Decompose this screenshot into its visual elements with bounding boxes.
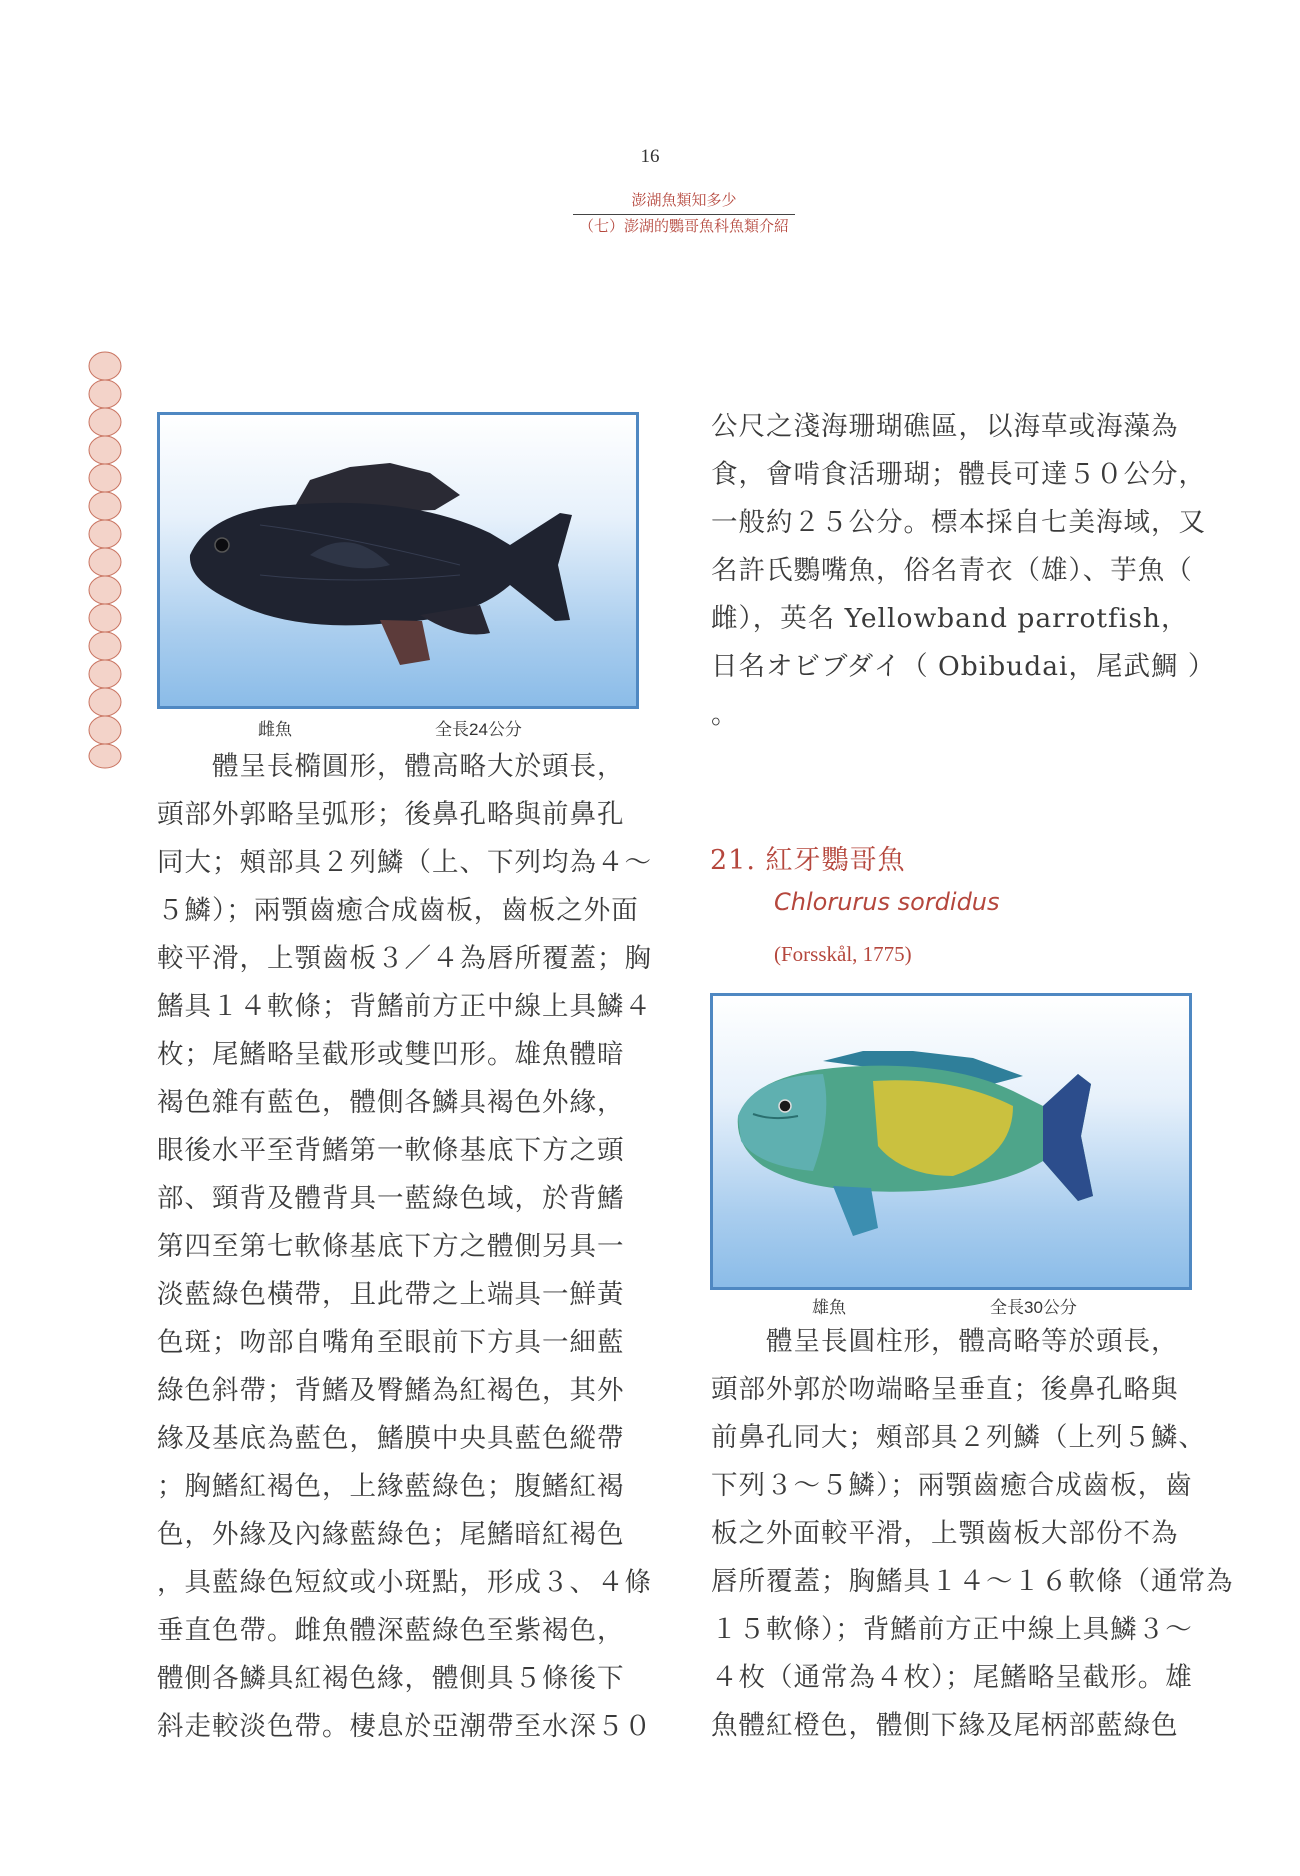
header-divider: [573, 214, 795, 215]
species-author: (Forsskål, 1775): [774, 942, 912, 966]
fish-illustration: [160, 415, 636, 706]
figure2-caption-length: 全長30公分: [990, 1298, 1077, 1317]
text-line: 日名オビブダイ（ Obibudai，尾武鯛 ）: [711, 651, 1216, 682]
text-line: 頭部外郭於吻端略呈垂直；後鼻孔略與: [711, 1374, 1179, 1405]
figure1-caption-sex: 雌魚: [258, 720, 292, 739]
text-line: 雌），英名 Yellowband parrotfish，: [711, 603, 1189, 634]
text-line: 淡藍綠色橫帶，且此帶之上端具一鮮黃: [157, 1279, 625, 1310]
figure1-caption-length: 全長24公分: [435, 720, 522, 739]
text-line: 板之外面較平滑，上顎齒板大部份不為: [711, 1518, 1179, 1549]
text-line: 綠色斜帶；背鰭及臀鰭為紅褐色，其外: [157, 1375, 625, 1406]
text-line: 第四至第七軟條基底下方之體側另具一: [157, 1231, 625, 1262]
fish-photo-male: [710, 993, 1192, 1290]
text-line: 部、頸背及體背具一藍綠色域，於背鰭: [157, 1183, 625, 1214]
figure2-caption-sex: 雄魚: [812, 1298, 846, 1317]
text-line: ５鱗）；兩顎齒癒合成齒板，齒板之外面: [157, 895, 639, 926]
text-line: 體呈長圓柱形，體高略等於頭長，: [711, 1326, 1179, 1357]
text-line: 一般約２５公分。標本採自七美海域，又: [711, 507, 1206, 538]
text-line: 同大；頰部具２列鱗（上、下列均為４～: [157, 847, 652, 878]
text-line: 體側各鱗具紅褐色緣，體側具５條後下: [157, 1663, 625, 1694]
text-line: 下列３～５鱗）；兩顎齒癒合成齒板，齒: [711, 1470, 1193, 1501]
text-line: １５軟條）；背鰭前方正中線上具鱗３～: [711, 1614, 1193, 1645]
text-line: 。: [711, 699, 739, 730]
fish-illustration: [713, 996, 1189, 1287]
text-line: 枚；尾鰭略呈截形或雙凹形。雄魚體暗: [157, 1039, 625, 1070]
text-line: 名許氏鸚嘴魚，俗名青衣（雄）、芋魚（: [711, 555, 1193, 586]
species-heading: 21. 紅牙鸚哥魚: [710, 845, 906, 876]
text-line: ４枚（通常為４枚）；尾鰭略呈截形。雄: [711, 1662, 1193, 1693]
text-line: ，具藍綠色短紋或小斑點，形成３、４條: [157, 1567, 652, 1598]
right-column-bottom-text: [711, 1318, 1234, 1750]
page-number: 16: [640, 146, 660, 167]
text-line: 色，外緣及內緣藍綠色；尾鰭暗紅褐色: [157, 1519, 625, 1550]
left-column-text: [157, 743, 652, 1751]
text-line: 鰭具１４軟條；背鰭前方正中線上具鱗４: [157, 991, 652, 1022]
text-line: 食，會啃食活珊瑚；體長可達５０公分，: [711, 459, 1206, 490]
text-line: 頭部外郭略呈弧形；後鼻孔略與前鼻孔: [157, 799, 625, 830]
text-line: 魚體紅橙色，體側下緣及尾柄部藍綠色: [711, 1710, 1179, 1741]
text-line: 體呈長橢圓形，體高略大於頭長，: [157, 751, 625, 782]
text-line: 眼後水平至背鰭第一軟條基底下方之頭: [157, 1135, 625, 1166]
text-line: 唇所覆蓋；胸鰭具１４～１６軟條（通常為: [711, 1566, 1234, 1597]
running-header: [573, 190, 795, 238]
text-line: 緣及基底為藍色，鰭膜中央具藍色縱帶: [157, 1423, 625, 1454]
text-line: ；胸鰭紅褐色，上緣藍綠色；腹鰭紅褐: [157, 1471, 625, 1502]
text-line: 較平滑，上顎齒板３／４為唇所覆蓋；胸: [157, 943, 652, 974]
decorative-scale-strip: [84, 350, 126, 770]
header-subtitle: （七）澎湖的鸚哥魚科魚類介紹: [578, 218, 789, 235]
text-line: 斜走較淡色帶。棲息於亞潮帶至水深５０: [157, 1711, 652, 1742]
text-line: 公尺之淺海珊瑚礁區，以海草或海藻為: [711, 411, 1179, 442]
right-column-top-text: [711, 403, 1216, 739]
header-title: 澎湖魚類知多少: [631, 192, 737, 209]
fish-photo-female: [157, 412, 639, 709]
text-line: 褐色雜有藍色，體側各鱗具褐色外緣，: [157, 1087, 625, 1118]
text-line: 前鼻孔同大；頰部具２列鱗（上列５鱗、: [711, 1422, 1206, 1453]
text-line: 垂直色帶。雌魚體深藍綠色至紫褐色，: [157, 1615, 625, 1646]
species-scientific-name: Chlorurus sordidus: [774, 888, 1000, 916]
text-line: 色斑；吻部自嘴角至眼前下方具一細藍: [157, 1327, 625, 1358]
